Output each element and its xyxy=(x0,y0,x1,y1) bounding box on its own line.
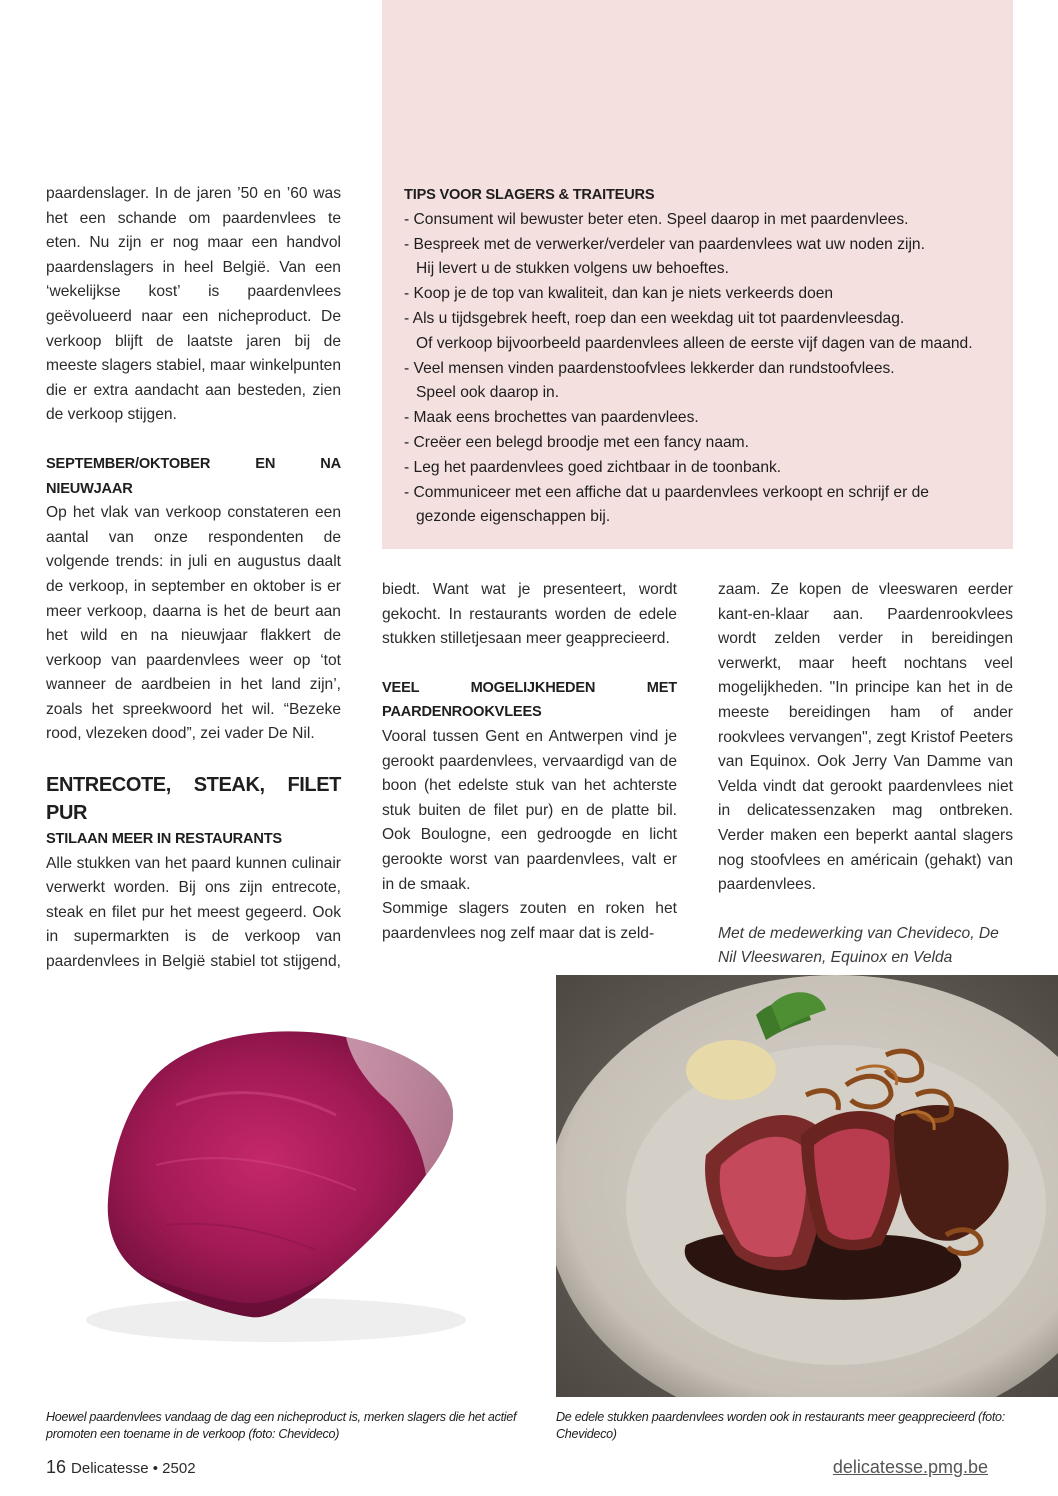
right-paragraph-1: zaam. Ze kopen de vleeswaren eerder kant-en-klaar aan. Paardenrookvlees wordt zelden verder in bereidingen verwerkt, maar heeft nochtans veel mogelijkheden. "In principe kan het in de meeste bereidingen ham of ander rookvlees vervangen", zegt Kristof Peeters van Equinox. Ook Jerry Van Damme van Velda vindt dat gerookt paardenvlees niet in delicatessenzaken mag ontbreken. Verder maken een beperkt aantal slagers nog stoofvlees en américain (gehakt) van paardenvlees. xyxy=(718,581,1013,894)
tip-line: - Koop je de top van kwaliteit, dan kan je niets verkeerds doen xyxy=(404,285,834,303)
section-heading-rookvlees: VEEL MOGELIJKHEDEN MET PAARDENROOKVLEES xyxy=(382,679,677,721)
middle-paragraph-3: Sommige slagers zouten en roken het paardenvlees nog zelf maar dat is zeld- xyxy=(382,900,677,942)
plated-steak-photo xyxy=(556,975,1058,1397)
tip-line: - Als u tijdsgebrek heeft, roep dan een weekdag uit tot paardenvleesdag. xyxy=(404,309,905,327)
middle-paragraph-2: Vooral tussen Gent en Antwerpen vind je gerookt paardenvlees, vervaardigd van de boon (het edelste stuk van het achterste stuk buiten de filet pur) en de platte bil. Ook Boulogne, een gedroogde en licht gerookte worst van paardenvlees, valt er in de smaak. xyxy=(382,727,677,893)
page-number: 16 xyxy=(46,1457,67,1477)
footer-page-info xyxy=(46,1457,196,1478)
tip-line: - Creëer een belegd broodje met een fancy naam. xyxy=(404,433,750,451)
raw-horse-meat-photo xyxy=(46,975,520,1397)
tip-line: Hij levert u de stukken volgens uw behoeftes. xyxy=(416,260,729,278)
tip-line: - Maak eens brochettes van paardenvlees. xyxy=(404,409,699,427)
section-paragraph-cuts: Alle stukken van het paard kunnen culinair verwerkt worden. Bij ons zijn entrecote, steak en filet pur het meest gegeerd. Ook in supermarkten is de verkoop van paardenvlees in België stabiel tot stijgend, xyxy=(46,854,341,971)
tip-line: - Leg het paardenvlees goed zichtbaar in de toonbank. xyxy=(404,458,782,476)
plated-steak-illustration xyxy=(556,975,1058,1397)
tip-line: Speel ook daarop in. xyxy=(416,384,560,402)
tip-line: - Consument wil bewuster beter eten. Speel daarop in met paardenvlees. xyxy=(404,210,909,228)
section-heading-entrecote: ENTRECOTE, STEAK, FILET PUR xyxy=(46,774,341,825)
tip-line: - Veel mensen vinden paardenstoofvlees lekkerder dan rundstoofvlees. xyxy=(404,359,895,377)
raw-meat-illustration xyxy=(46,975,520,1397)
section-heading-september: SEPTEMBER/OKTOBER EN NA NIEUWJAAR xyxy=(46,455,341,497)
intro-paragraph: paardenslager. In de jaren ’50 en ’60 was het een schande om paardenvlees te eten. Nu zijn er nog maar een handvol paardenslagers in heel België. Van een ‘wekelijkse kost’ is paardenvlees geëvolueerd naar een nicheproduct. De verkoop blijft de laatste jaren bij de meeste slagers stabiel, maar winkelpunten die er extra aandacht aan besteden, zien de verkoop stijgen. xyxy=(46,185,341,424)
tips-content xyxy=(404,183,1004,530)
section-subheading-restaurants: STILAAN MEER IN RESTAURANTS xyxy=(46,831,282,848)
photo-caption-right: De edele stukken paardenvlees worden ook in restaurants meer geapprecieerd (foto: Chevideco) xyxy=(556,1410,1005,1441)
middle-column xyxy=(382,578,677,946)
tip-line: Of verkoop bijvoorbeeld paardenvlees alleen de eerste vijf dagen van de maand. xyxy=(416,334,973,352)
tips-title: TIPS VOOR SLAGERS & TRAITEURS xyxy=(404,187,655,203)
left-column xyxy=(46,182,341,1024)
tips-list xyxy=(404,208,1004,530)
photo-caption-left: Hoewel paardenvlees vandaag de dag een nicheproduct is, merken slagers die het actief promoten een toename in de verkoop (foto: Chevideco) xyxy=(46,1410,517,1441)
website-link[interactable]: delicatesse.pmg.be xyxy=(832,1457,988,1477)
tip-line: - Communiceer met een affiche dat u paardenvlees verkoopt en schrijf er de xyxy=(404,483,929,501)
section-paragraph-trends: Op het vlak van verkoop constateren een aantal van onze respondenten de volgende trends: in juli en augustus daalt de verkoop, in september en oktober is er meer verkoop, daarna is het de beurt aan het wild en na nieuwjaar flakkert de verkoop van paardenvlees weer op ‘tot wanneer de aardbeien in het land zijn’, zoals het spreekwoord het wil. “Bezeke rood, vlezeken dood”, zei vader De Nil. xyxy=(46,504,341,743)
credit-line: Met de medewerking van Chevideco, De Nil Vleeswaren, Equinox en Velda xyxy=(718,924,999,967)
right-column xyxy=(718,578,1013,971)
tip-line: gezonde eigenschappen bij. xyxy=(416,508,611,526)
tip-line: - Bespreek met de verwerker/verdeler van paardenvlees wat uw noden zijn. xyxy=(404,235,925,253)
tips-box xyxy=(382,0,1013,549)
middle-paragraph-1: biedt. Want wat je presenteert, wordt gekocht. In restaurants worden de edele stukken stilletjesaan meer geapprecieerd. xyxy=(382,581,677,648)
magazine-issue: Delicatesse • 2502 xyxy=(71,1460,196,1477)
